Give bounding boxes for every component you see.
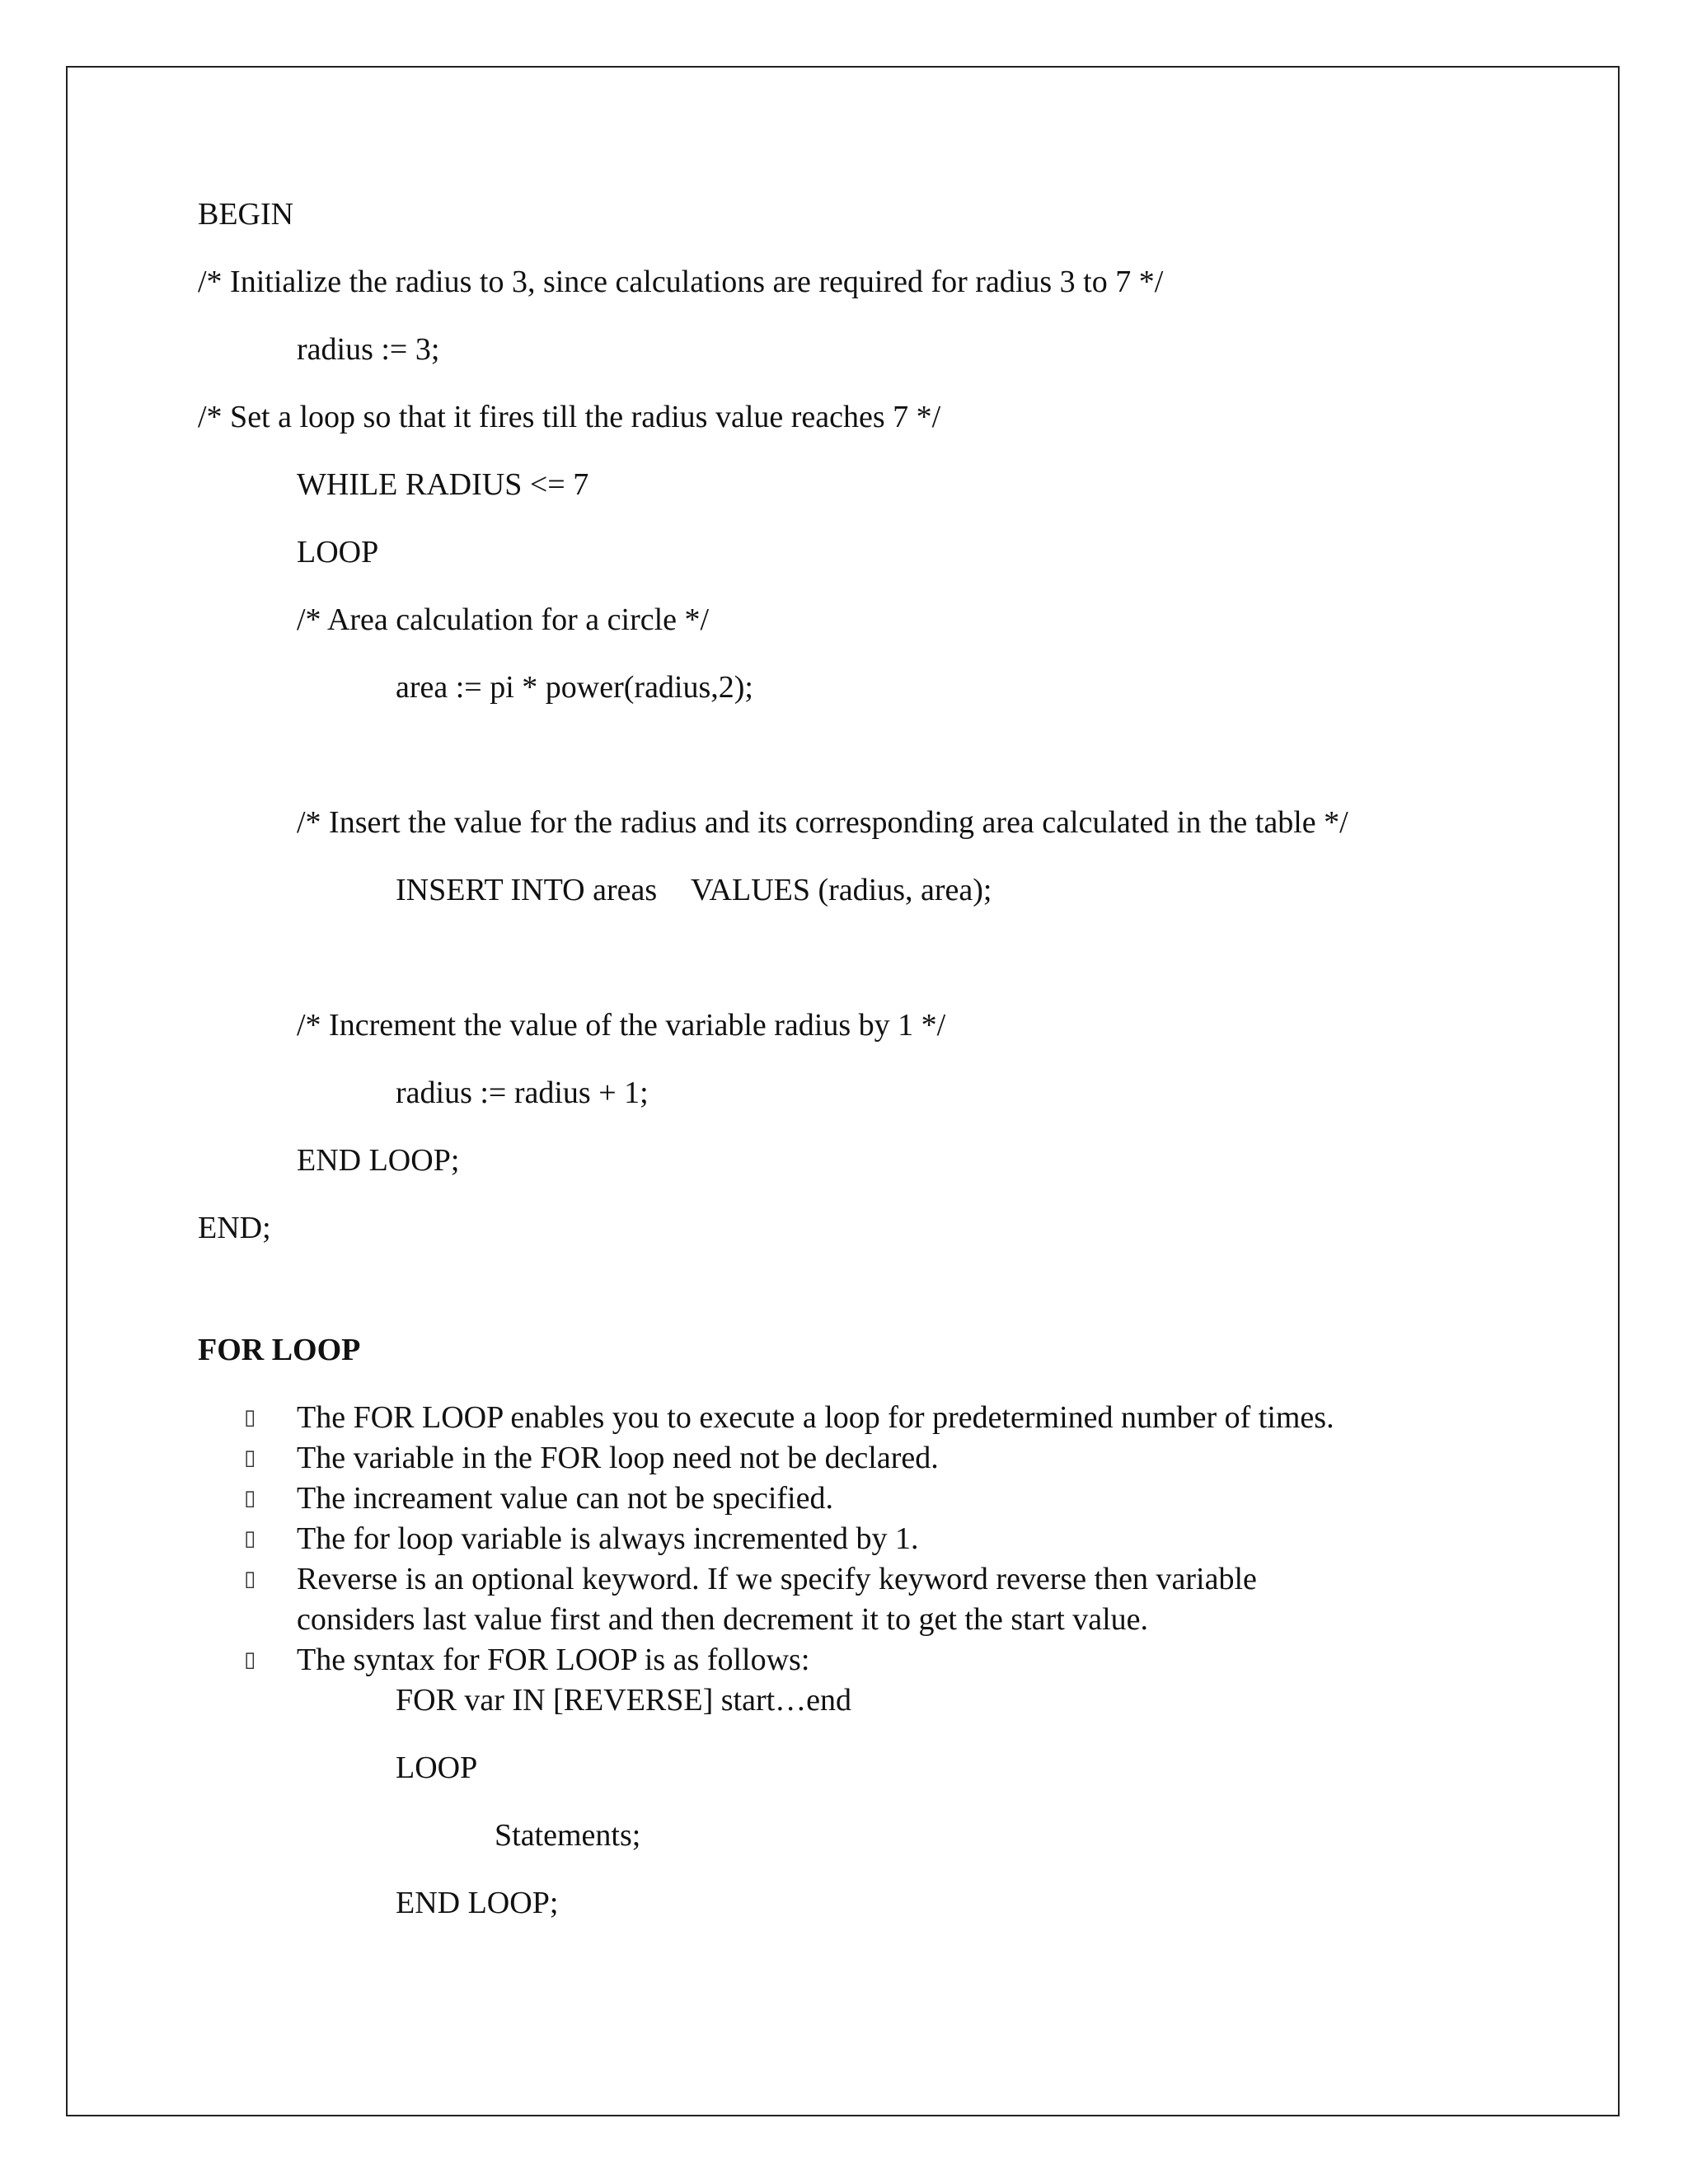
syntax-end-loop: END LOOP; bbox=[396, 1886, 559, 1920]
bullet-icon: ▯ bbox=[244, 1647, 256, 1671]
insert-into: INSERT INTO areas bbox=[396, 873, 658, 907]
radius-assign: radius := 3; bbox=[297, 332, 440, 367]
loop-keyword: LOOP bbox=[297, 535, 379, 569]
area-assign: area := pi * power(radius,2); bbox=[396, 670, 753, 705]
comment-increment: /* Increment the value of the variable radius by 1 */ bbox=[297, 1008, 946, 1043]
bullet-icon: ▯ bbox=[244, 1405, 256, 1429]
bullet-item: The syntax for FOR LOOP is as follows: bbox=[297, 1643, 810, 1677]
while-statement: WHILE RADIUS <= 7 bbox=[297, 467, 589, 502]
syntax-for-line: FOR var IN [REVERSE] start…end bbox=[396, 1683, 852, 1718]
bullet-continuation: considers last value first and then decrement it to get the start value. bbox=[297, 1602, 1149, 1637]
section-heading: FOR LOOP bbox=[198, 1333, 361, 1367]
radius-increment: radius := radius + 1; bbox=[396, 1076, 649, 1110]
bullet-icon: ▯ bbox=[244, 1486, 256, 1510]
bullet-icon: ▯ bbox=[244, 1446, 256, 1469]
bullet-item: The variable in the FOR loop need not be declared. bbox=[297, 1441, 939, 1475]
comment-insert: /* Insert the value for the radius and its corresponding area calculated in the table */ bbox=[297, 805, 1348, 840]
bullet-item: The for loop variable is always incremented by 1. bbox=[297, 1521, 919, 1556]
code-begin: BEGIN bbox=[198, 197, 294, 232]
code-end: END; bbox=[198, 1211, 271, 1245]
bullet-icon: ▯ bbox=[244, 1567, 256, 1591]
bullet-item: The increament value can not be specified. bbox=[297, 1481, 833, 1516]
syntax-statements: Statements; bbox=[495, 1818, 641, 1853]
syntax-loop: LOOP bbox=[396, 1750, 478, 1785]
end-loop: END LOOP; bbox=[297, 1143, 460, 1178]
comment-loop: /* Set a loop so that it fires till the radius value reaches 7 */ bbox=[198, 400, 941, 434]
bullet-item: Reverse is an optional keyword. If we specify keyword reverse then variable bbox=[297, 1562, 1257, 1596]
comment-area: /* Area calculation for a circle */ bbox=[297, 602, 710, 637]
insert-values: VALUES (radius, area); bbox=[691, 873, 992, 907]
bullet-icon: ▯ bbox=[244, 1526, 256, 1550]
page-border bbox=[66, 66, 1620, 2116]
comment-init: /* Initialize the radius to 3, since calculations are required for radius 3 to 7 */ bbox=[198, 265, 1164, 299]
bullet-item: The FOR LOOP enables you to execute a loop for predetermined number of times. bbox=[297, 1400, 1334, 1435]
